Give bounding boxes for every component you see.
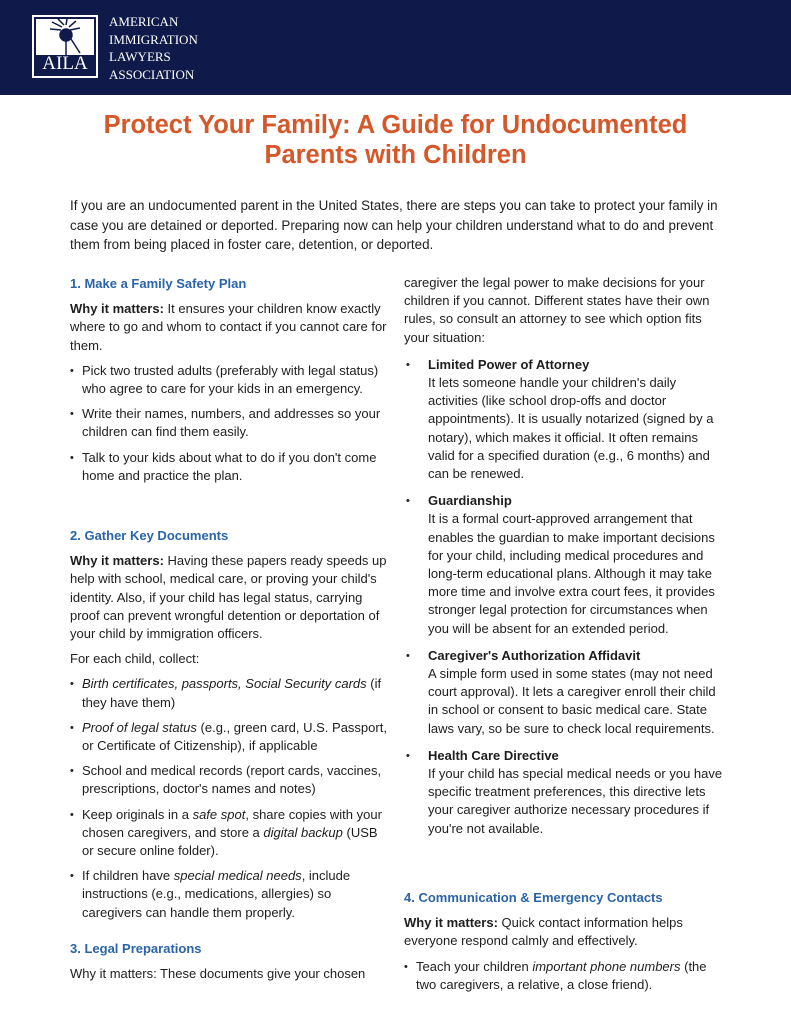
text-run: Keep originals in a [82,806,193,822]
section-legal-preparations-cont [404,274,724,847]
org-line: ASSOCIATION [109,66,195,82]
text-run: Having these papers ready speeds up help with school, medical care, or proving your child's identity. Also, if your child has legal status, carrying proof can prevent wrongful detention or deportation of your child by immigration officers. [70,553,387,642]
intro-paragraph: If you are an undocumented parent in the United States, there are steps you can take to protect your family in case you are detained or deported. Preparing now can help your children understand what to do and prevent them from being placed in foster care, detention, or deported. [70,198,718,252]
option-title: • Guardianship [428,493,512,509]
emphasis-text: Proof of legal status [82,719,197,735]
list-item [70,449,390,485]
section-family-safety-plan [70,275,390,492]
title-line: Protect Your Family: A Guide for Undocumented [103,111,688,139]
text-run: For each child, collect: [70,651,200,667]
why-it-matters-continued [404,274,724,347]
title-line: Parents with Children [264,141,527,169]
text-run: Teach your children [416,958,533,974]
org-line: IMMIGRATION [109,31,198,47]
list-item [70,762,390,798]
bullet-list [70,675,390,921]
text-run: (e.g., green card, U.S. Passport, or Certificate of Citizenship), if applicable [82,719,387,754]
emphasis-text: Birth certificates, passports, Social Security cards [82,676,367,692]
why-it-matters [404,914,724,950]
text-run: Quick contact information helps everyone respond calmly and effectively. [404,915,683,949]
text-run: If children have [82,868,174,884]
logo-text: AILA [42,53,88,74]
bullet-list [70,362,390,485]
text-run: Pick two trusted adults (preferably with legal status) who agree to care for your kids in an emergency. [82,362,379,397]
right-column [404,0,724,1024]
text-run: Write their names, numbers, and addresses so your children can find them easily. [82,406,381,440]
emphasis-text: safe spot [192,806,246,822]
section-heading: 3. Legal Preparations [70,941,202,956]
left-column [70,0,390,1024]
section-communication [404,889,724,1001]
text-run: , include instructions (e.g., medications, allergies) so caregivers can handle them properly. [82,868,351,920]
list-item [70,806,390,861]
option-title: • Health Care Directive [428,747,559,763]
list-item [70,867,390,922]
text-run: (the two caregivers, a relative, a close friend). [416,958,707,992]
legal-option [404,647,724,738]
org-line: LAWYERS [109,49,171,64]
text-run: (USB or secure online folder). [82,824,378,859]
legal-option [404,747,724,838]
lead-text [70,650,390,668]
text-run: It ensures your children know exactly where to go and whom to contact if you cannot care for them. [70,301,387,353]
section-key-documents [70,527,390,929]
bullet-list [404,958,724,994]
option-text: A simple form used in some states (may not need court approval). It lets a caregiver enroll their child in school or consent to basic medical care. State laws vary, so be sure to check local requirements. [428,666,716,736]
section-heading: 1. Make a Family Safety Plan [70,276,247,291]
list-item [404,958,724,994]
text-run: caregiver the legal power to make decisions for your children if you cannot. Different states have their own rules, so consult an attorney to see which option fits your situation: [404,275,710,345]
emphasis-text: important phone numbers [532,958,681,974]
bold-text: Why it matters: [404,915,498,931]
list-item [70,675,390,711]
text-run: , share copies with your chosen caregivers, and store a [82,806,382,840]
option-text: If your child has special medical needs or you have specific treatment preferences, this directive lets your caregiver authorize necessary procedures if you're not available. [428,766,723,836]
bold-text: Why it matters: [70,301,164,317]
emphasis-text: special medical needs [173,868,302,884]
section-heading: 4. Communication & Emergency Contacts [404,890,663,905]
option-text: It lets someone handle your children's daily activities (like school drop-offs and doctor appointments). It is usually notarized (signed by a notary), which makes it official. It often remains valid for a specified duration (e.g., 6 months) and can be renewed. [428,375,714,482]
why-it-matters [70,552,390,643]
option-title: • Limited Power of Attorney [428,356,590,372]
why-it-matters [70,965,390,983]
section-legal-preparations [70,940,390,990]
list-item [70,719,390,755]
bold-text: Why it matters: [70,553,164,569]
list-item [70,362,390,398]
legal-option [404,492,724,638]
why-it-matters [70,300,390,355]
text-run: School and medical records (report cards, vaccines, prescriptions, doctor's names and notes) [82,763,382,797]
legal-option [404,356,724,483]
list-item [70,405,390,441]
text-run: Why it matters: These documents give your chosen [70,966,366,982]
emphasis-text: digital backup [263,824,343,840]
text-run: Talk to your kids about what to do if you don't come home and practice the plan. [82,449,377,483]
section-heading: 2. Gather Key Documents [70,528,229,543]
text-run: (if they have them) [82,676,382,710]
option-text: It is a formal court-approved arrangement that enables the guardian to make important decisions for your child, including medical procedures and long-term educational plans. Although it may take more time and involve extra court fees, it provides stronger legal protection for circumstances when you will be absent for an extended period. [428,511,715,636]
option-title: • Caregiver's Authorization Affidavit [428,647,641,663]
legal-options-list [404,356,724,838]
org-line: AMERICAN [109,14,179,29]
